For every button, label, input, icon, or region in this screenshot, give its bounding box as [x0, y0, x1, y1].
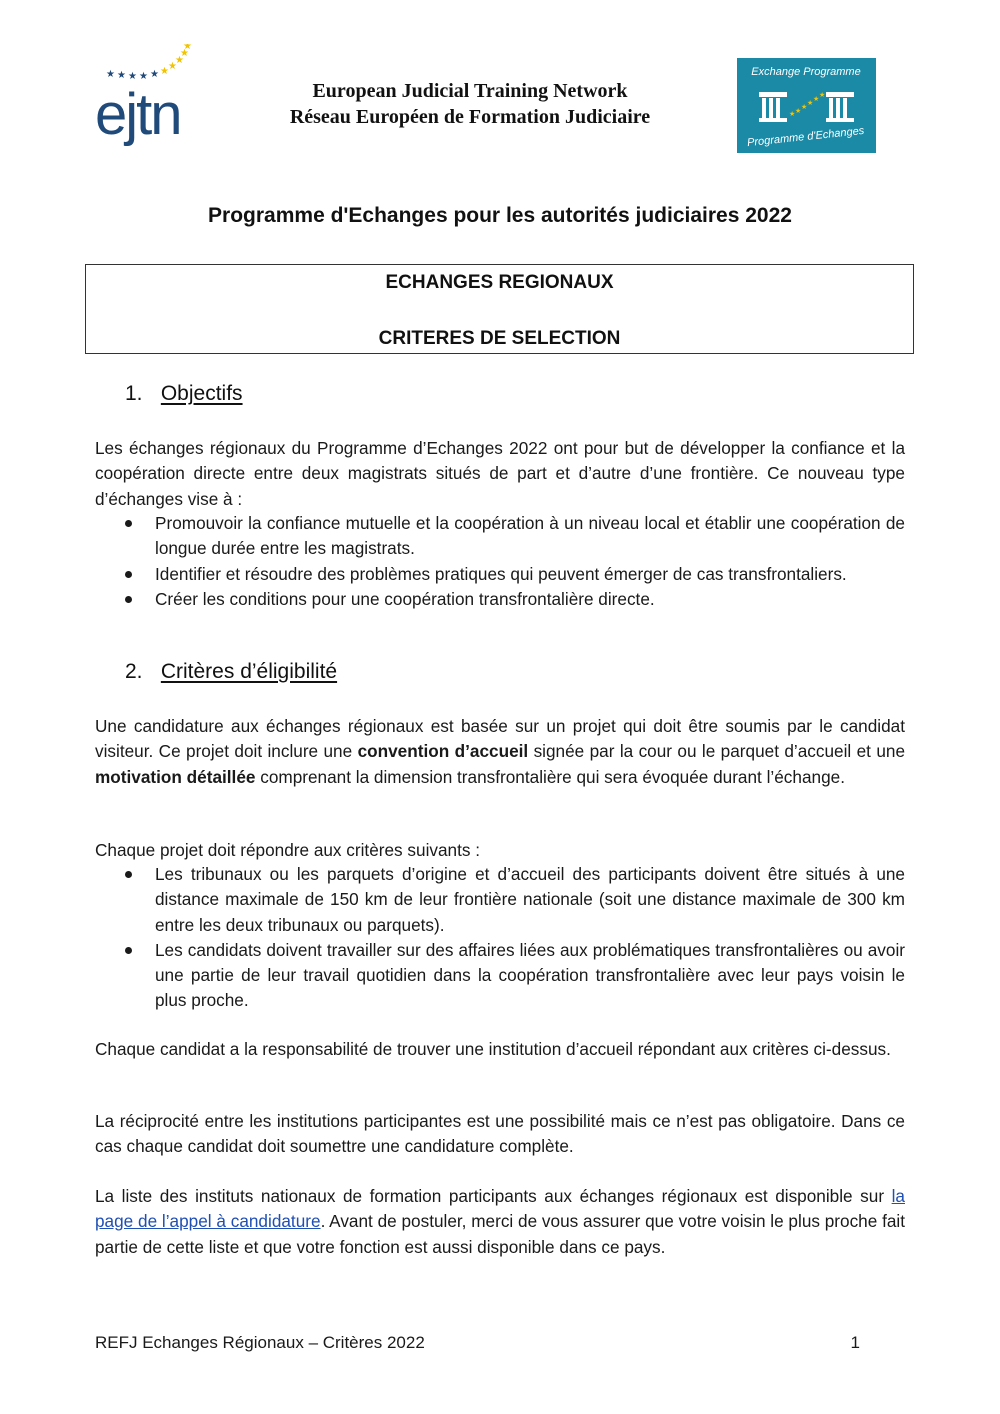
exchange-programme-logo — [737, 58, 876, 153]
list-item — [95, 562, 905, 587]
svg-text:★: ★ — [819, 92, 826, 99]
svg-text:★: ★ — [795, 108, 802, 115]
svg-text:★: ★ — [807, 100, 814, 107]
box-heading-criteria: CRITERES DE SELECTION — [378, 328, 621, 349]
call-for-applications-link[interactable]: la page de l’appel à candidature — [95, 1186, 905, 1232]
detailed-motivation-term: motivation détaillée — [95, 766, 256, 787]
eligibility-list — [95, 862, 905, 1014]
page-number: 1 — [850, 1333, 860, 1352]
bullet-icon — [125, 571, 132, 578]
list-item — [95, 862, 905, 938]
exchange-logo-bottom-text: Programme d'Echanges — [746, 124, 865, 150]
list-item-text: Identifier et résoudre des problèmes pratiques qui peuvent émerger de cas transfrontaliers. — [155, 563, 847, 584]
svg-text:★: ★ — [168, 61, 177, 72]
objectives-list — [95, 511, 905, 612]
eligibility-paragraph-4: La réciprocité entre les institutions participantes est une possibilité mais ce n’est pas obligatoire. Dans ce cas chaque candidat doit soumettre une candidature complète. — [95, 1111, 905, 1157]
exchange-logo-top-text: Exchange Programme — [751, 66, 861, 78]
svg-text:★: ★ — [175, 55, 184, 66]
list-item-text: Les tribunaux ou les parquets d’origine et d’accueil des participants doivent être situés à une distance maximale de 150 km de leur frontière nationale (soit une distance maximale de 300 km entre les deux tribunaux ou parquets). — [155, 864, 905, 935]
svg-text:★: ★ — [813, 96, 820, 103]
svg-text:★: ★ — [801, 104, 808, 111]
objectives-intro: Les échanges régionaux du Programme d’Echanges 2022 ont pour but de développer la confiance et la coopération directe entre deux magistrats situés de part et d’autre d’une frontière. Ce nouveau type d’échanges vise à : — [95, 438, 905, 509]
eligibility-paragraph-1: Une candidature aux échanges régionaux est basée sur un projet qui doit être soumis par le candidat visiteur. Ce projet doit inclure une convention d’accueil signée par la cour ou le parquet d’accueil et une motivation détaillée comprenant la dimension transfrontalière qui sera évoquée durant l’échange. — [95, 716, 906, 787]
hosting-agreement-term: convention d’accueil — [357, 741, 529, 762]
svg-text:★: ★ — [789, 111, 796, 118]
footer-text: REFJ Echanges Régionaux – Critères 2022 — [95, 1333, 425, 1352]
document-title: Programme d'Echanges pour les autorités judiciaires 2022 — [208, 204, 792, 227]
bullet-icon — [125, 871, 132, 878]
section-1-number: 1. — [125, 382, 143, 405]
list-item — [95, 587, 905, 612]
ejtn-logo-text: ejtn — [95, 82, 181, 147]
org-name-en: European Judicial Training Network — [312, 80, 628, 102]
eligibility-paragraph-5: La liste des instituts nationaux de formation participants aux échanges régionaux est disponible sur la page de l’appel à candidature. Avant de postuler, merci de vous assurer que votre voisin le plus proche fait partie de cette liste et que votre fonction est aussi disponible dans ce pays. — [95, 1186, 906, 1257]
svg-text:★: ★ — [150, 69, 159, 80]
list-item-text: Les candidats doivent travailler sur des affaires liées aux problématiques transfrontalières ou avoir une partie de leur travail quotidien dans la coopération transfrontalière avec leur pays voisin le plus proche. — [155, 939, 905, 1011]
eligibility-paragraph-3: Chaque candidat a la responsabilité de trouver une institution d’accueil répondant aux critères ci-dessus. — [95, 1039, 891, 1059]
bullet-icon — [125, 520, 132, 527]
section-2-number: 2. — [125, 660, 143, 683]
organisation-names — [250, 78, 690, 130]
list-item-text: Promouvoir la confiance mutuelle et la coopération à un niveau local et établir une coopération de longue durée entre les magistrats. — [155, 513, 905, 559]
section-2-heading — [125, 660, 337, 684]
section-1-heading — [125, 382, 243, 406]
list-item — [95, 938, 905, 1014]
svg-text:★: ★ — [180, 48, 189, 59]
bullet-icon — [125, 947, 132, 954]
svg-text:★: ★ — [117, 70, 126, 81]
svg-text:★: ★ — [160, 66, 169, 77]
list-item-text: Créer les conditions pour une coopération transfrontalière directe. — [155, 588, 655, 609]
selection-criteria-box — [85, 264, 914, 354]
star-arc-icon — [106, 44, 192, 82]
eligibility-paragraph-2: Chaque projet doit répondre aux critères suivants : — [95, 840, 481, 860]
svg-text:★: ★ — [139, 71, 148, 82]
section-2-title: Critères d’éligibilité — [160, 660, 338, 683]
svg-text:★: ★ — [106, 69, 115, 80]
bullet-icon — [125, 596, 132, 603]
svg-text:★: ★ — [183, 44, 192, 52]
section-1-title: Objectifs — [160, 382, 243, 405]
list-item — [95, 511, 905, 562]
ejtn-logo — [92, 44, 222, 149]
org-name-fr: Réseau Européen de Formation Judiciaire — [289, 106, 651, 128]
box-heading-regional: ECHANGES REGIONAUX — [385, 272, 614, 293]
svg-text:★: ★ — [128, 71, 137, 82]
